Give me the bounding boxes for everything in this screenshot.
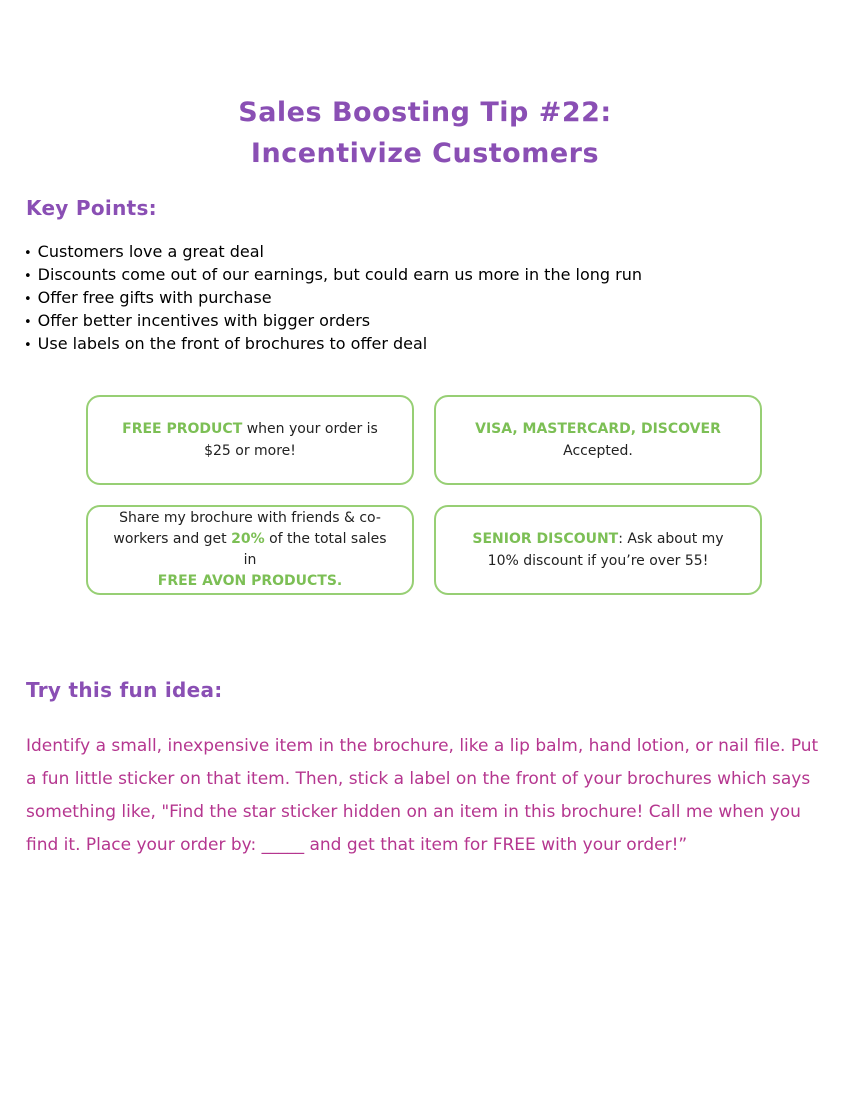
title-line-2: Incentivize Customers	[250, 138, 600, 169]
share-highlight-1: 20%	[231, 531, 265, 547]
cards-accepted-label	[434, 395, 762, 485]
cards-highlight: VISA, MASTERCARD, DISCOVER	[475, 421, 721, 437]
share-brochure-text	[110, 508, 390, 592]
title-line-1: Sales Boosting Tip #22:	[238, 97, 612, 128]
free-product-highlight: FREE PRODUCT	[122, 421, 243, 437]
senior-discount-text	[472, 528, 723, 572]
senior-text-2: 10% discount if you’re over 55!	[487, 553, 709, 569]
list-item: • Use labels on the front of brochures to offer deal	[24, 333, 642, 356]
fun-idea-body	[26, 730, 826, 862]
page-title	[0, 92, 850, 174]
share-highlight-2: FREE AVON PRODUCTS.	[157, 573, 343, 589]
cards-accepted-text	[475, 418, 721, 462]
fun-idea-paragraph: Identify a small, inexpensive item in the brochure, like a lip balm, hand lotion, or nail file. Put a fun little sticker on that item. Then, stick a label on the front of your brochures which says something like, "Find the star sticker hidden on an item in this brochure! Call me when you find it. Place your order by: _____ and get that item for FREE with your order!”	[26, 736, 819, 855]
free-product-label	[86, 395, 414, 485]
key-points-list	[24, 241, 642, 356]
key-points-heading: Key Points:	[26, 196, 157, 220]
senior-discount-label	[434, 505, 762, 595]
share-brochure-label	[86, 505, 414, 595]
senior-text-1: : Ask about my	[618, 531, 724, 547]
senior-highlight: SENIOR DISCOUNT	[472, 531, 619, 547]
list-item: • Offer free gifts with purchase	[24, 287, 642, 310]
free-product-text	[122, 418, 378, 462]
list-item: • Offer better incentives with bigger orders	[24, 310, 642, 333]
share-text-1: Share my brochure with friends & co-workers and get	[113, 510, 381, 547]
list-item: • Discounts come out of our earnings, but could earn us more in the long run	[24, 264, 642, 287]
fun-idea-heading: Try this fun idea:	[26, 678, 223, 702]
free-product-text-1: when your order is	[242, 421, 378, 437]
list-item: • Customers love a great deal	[24, 241, 642, 264]
free-product-text-2: $25 or more!	[204, 443, 296, 459]
cards-text: Accepted.	[563, 443, 633, 459]
share-text-2: of the total sales in	[243, 531, 387, 568]
